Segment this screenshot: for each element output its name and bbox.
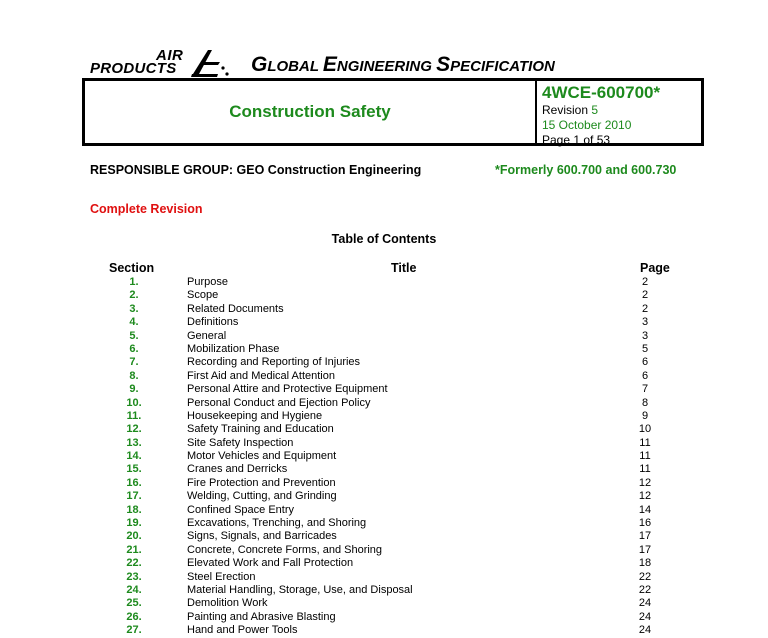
- toc-section-number: 7.: [129, 356, 139, 369]
- toc-row[interactable]: [0, 530, 768, 543]
- toc-row[interactable]: [0, 450, 768, 463]
- toc-page-number: 8: [641, 396, 649, 409]
- toc-section-title[interactable]: Cranes and Derricks: [187, 463, 288, 476]
- toc-header-page: Page: [640, 261, 670, 275]
- toc-title: Table of Contents: [331, 232, 437, 246]
- toc-section-number: 27.: [126, 624, 142, 637]
- toc-section-title[interactable]: First Aid and Medical Attention: [187, 369, 335, 382]
- air-products-logo: [90, 48, 230, 80]
- toc-section-number: 23.: [126, 570, 142, 583]
- toc-row[interactable]: [0, 557, 768, 570]
- toc-section-number: 18.: [126, 503, 142, 516]
- toc-section-number: 10.: [126, 396, 142, 409]
- toc-section-title[interactable]: Steel Erection: [187, 570, 256, 583]
- toc-section-title[interactable]: Housekeeping and Hygiene: [187, 409, 323, 422]
- toc-section-title[interactable]: Material Handling, Storage, Use, and Disposal: [187, 583, 413, 596]
- toc-section-title[interactable]: Related Documents: [187, 302, 284, 315]
- document-number: 4WCE-600700*: [542, 83, 661, 102]
- toc-section-number: 15.: [126, 463, 142, 476]
- toc-section-number: 25.: [126, 597, 142, 610]
- toc-section-title[interactable]: Purpose: [187, 276, 228, 288]
- toc-section-title[interactable]: Personal Attire and Protective Equipment: [187, 383, 388, 396]
- toc-page-number: 3: [641, 316, 649, 329]
- toc-section-title[interactable]: Signs, Signals, and Barricades: [187, 530, 337, 543]
- toc-section-title[interactable]: Hand and Power Tools: [187, 624, 298, 637]
- toc-page-number: 24: [638, 610, 652, 623]
- toc-page-number: 2: [641, 276, 649, 288]
- toc-row[interactable]: [0, 303, 768, 316]
- logo-mark-icon: [190, 48, 230, 78]
- document-title: Construction Safety: [229, 102, 391, 121]
- toc-page-number: 24: [638, 624, 652, 637]
- toc-section-number: 13.: [126, 436, 142, 449]
- toc-page-number: 6: [641, 356, 649, 369]
- spec-title: GLOBAL ENGINEERING SPECIFICATION: [251, 53, 555, 76]
- toc-page-number: 14: [638, 503, 652, 516]
- toc-page-number: 11: [639, 463, 651, 476]
- toc-section-title[interactable]: Motor Vehicles and Equipment: [187, 450, 337, 463]
- document-title-cell: [85, 81, 537, 143]
- complete-revision-label: Complete Revision: [90, 202, 203, 216]
- toc-page-number: 11: [639, 436, 651, 449]
- logo-products-text: PRODUCTS: [90, 60, 177, 77]
- toc-section-title[interactable]: Elevated Work and Fall Protection: [187, 557, 354, 570]
- toc-page-number: 2: [641, 289, 649, 302]
- table-of-contents: [0, 276, 768, 638]
- responsible-group: RESPONSIBLE GROUP: GEO Construction Engineering: [90, 163, 422, 177]
- toc-row[interactable]: [0, 316, 768, 329]
- toc-section-number: 2.: [129, 289, 139, 302]
- revision-date: 15 October 2010: [542, 118, 632, 132]
- toc-row[interactable]: [0, 611, 768, 624]
- formerly-note: *Formerly 600.700 and 600.730: [495, 163, 677, 177]
- toc-page-number: 12: [638, 490, 652, 503]
- revision-number: 5: [591, 103, 599, 117]
- toc-row[interactable]: [0, 437, 768, 450]
- toc-row[interactable]: [0, 330, 768, 343]
- toc-section-number: 9.: [129, 383, 139, 396]
- toc-row[interactable]: [0, 544, 768, 557]
- toc-row[interactable]: [0, 463, 768, 476]
- toc-page-number: 24: [638, 597, 652, 610]
- toc-row[interactable]: [0, 584, 768, 597]
- toc-page-number: 5: [641, 342, 649, 355]
- toc-section-number: 5.: [129, 329, 139, 342]
- toc-page-number: 11: [639, 450, 651, 463]
- toc-section-title[interactable]: Welding, Cutting, and Grinding: [187, 490, 337, 503]
- toc-row[interactable]: [0, 370, 768, 383]
- toc-row[interactable]: [0, 423, 768, 436]
- toc-section-number: 11.: [126, 409, 142, 422]
- toc-row[interactable]: [0, 356, 768, 369]
- toc-header-title: Title: [391, 261, 417, 275]
- toc-section-number: 22.: [126, 557, 142, 570]
- toc-page-number: 22: [638, 583, 652, 596]
- toc-header-section: Section: [109, 261, 155, 275]
- toc-page-number: 9: [641, 409, 649, 422]
- toc-section-title[interactable]: General: [187, 329, 227, 342]
- toc-page-number: 3: [641, 329, 649, 342]
- toc-section-number: 12.: [126, 423, 142, 436]
- header-box: [82, 78, 704, 146]
- toc-section-number: 19.: [126, 517, 142, 530]
- toc-section-title[interactable]: Demolition Work: [187, 597, 268, 610]
- toc-row[interactable]: [0, 571, 768, 584]
- toc-row[interactable]: [0, 383, 768, 396]
- toc-section-number: 17.: [126, 490, 142, 503]
- toc-page-number: 16: [638, 517, 652, 530]
- toc-page-number: 10: [638, 423, 652, 436]
- toc-section-number: 16.: [126, 476, 142, 489]
- toc-row[interactable]: [0, 477, 768, 490]
- toc-section-title[interactable]: Safety Training and Education: [187, 423, 334, 436]
- toc-page-number: 2: [641, 302, 649, 315]
- toc-row[interactable]: [0, 597, 768, 610]
- toc-page-number: 17: [638, 530, 652, 543]
- toc-section-number: 4.: [129, 316, 139, 329]
- toc-page-number: 12: [638, 476, 652, 489]
- toc-section-title[interactable]: Painting and Abrasive Blasting: [187, 610, 336, 623]
- toc-section-title[interactable]: Mobilization Phase: [187, 342, 280, 355]
- toc-section-number: 3.: [129, 302, 139, 315]
- toc-section-number: 20.: [126, 530, 142, 543]
- toc-section-title[interactable]: Recording and Reporting of Injuries: [187, 356, 361, 369]
- toc-section-number: 6.: [129, 342, 139, 355]
- revision: Revision 5: [542, 103, 599, 117]
- toc-section-number: 21.: [126, 543, 142, 556]
- logo-air-text: AIR: [156, 47, 184, 64]
- toc-section-title[interactable]: Concrete, Concrete Forms, and Shoring: [187, 543, 383, 556]
- toc-section-title[interactable]: Site Safety Inspection: [187, 436, 294, 449]
- toc-row[interactable]: [0, 276, 768, 289]
- toc-section-number: 26.: [126, 610, 142, 623]
- toc-row[interactable]: [0, 289, 768, 302]
- toc-section-title[interactable]: Fire Protection and Prevention: [187, 476, 336, 489]
- toc-section-number: 8.: [129, 369, 139, 382]
- toc-row[interactable]: [0, 343, 768, 356]
- toc-page-number: 7: [641, 383, 649, 396]
- toc-row[interactable]: [0, 504, 768, 517]
- toc-row[interactable]: [0, 624, 768, 637]
- toc-row[interactable]: [0, 517, 768, 530]
- toc-page-number: 17: [638, 543, 652, 556]
- toc-row[interactable]: [0, 397, 768, 410]
- toc-section-number: 24.: [126, 583, 142, 596]
- toc-section-number: 14.: [126, 450, 142, 463]
- toc-section-title[interactable]: Excavations, Trenching, and Shoring: [187, 517, 367, 530]
- page-indicator: Page 1 of 53: [542, 133, 611, 147]
- toc-page-number: 22: [638, 570, 652, 583]
- toc-row[interactable]: [0, 410, 768, 423]
- document-info-cell: [542, 81, 660, 148]
- toc-section-title[interactable]: Scope: [187, 289, 219, 302]
- toc-section-title[interactable]: Definitions: [187, 316, 239, 329]
- toc-section-title[interactable]: Confined Space Entry: [187, 503, 295, 516]
- toc-page-number: 18: [638, 557, 652, 570]
- toc-page-number: 6: [641, 369, 649, 382]
- toc-row[interactable]: [0, 490, 768, 503]
- toc-section-title[interactable]: Personal Conduct and Ejection Policy: [187, 396, 371, 409]
- toc-section-number: 1.: [129, 276, 139, 288]
